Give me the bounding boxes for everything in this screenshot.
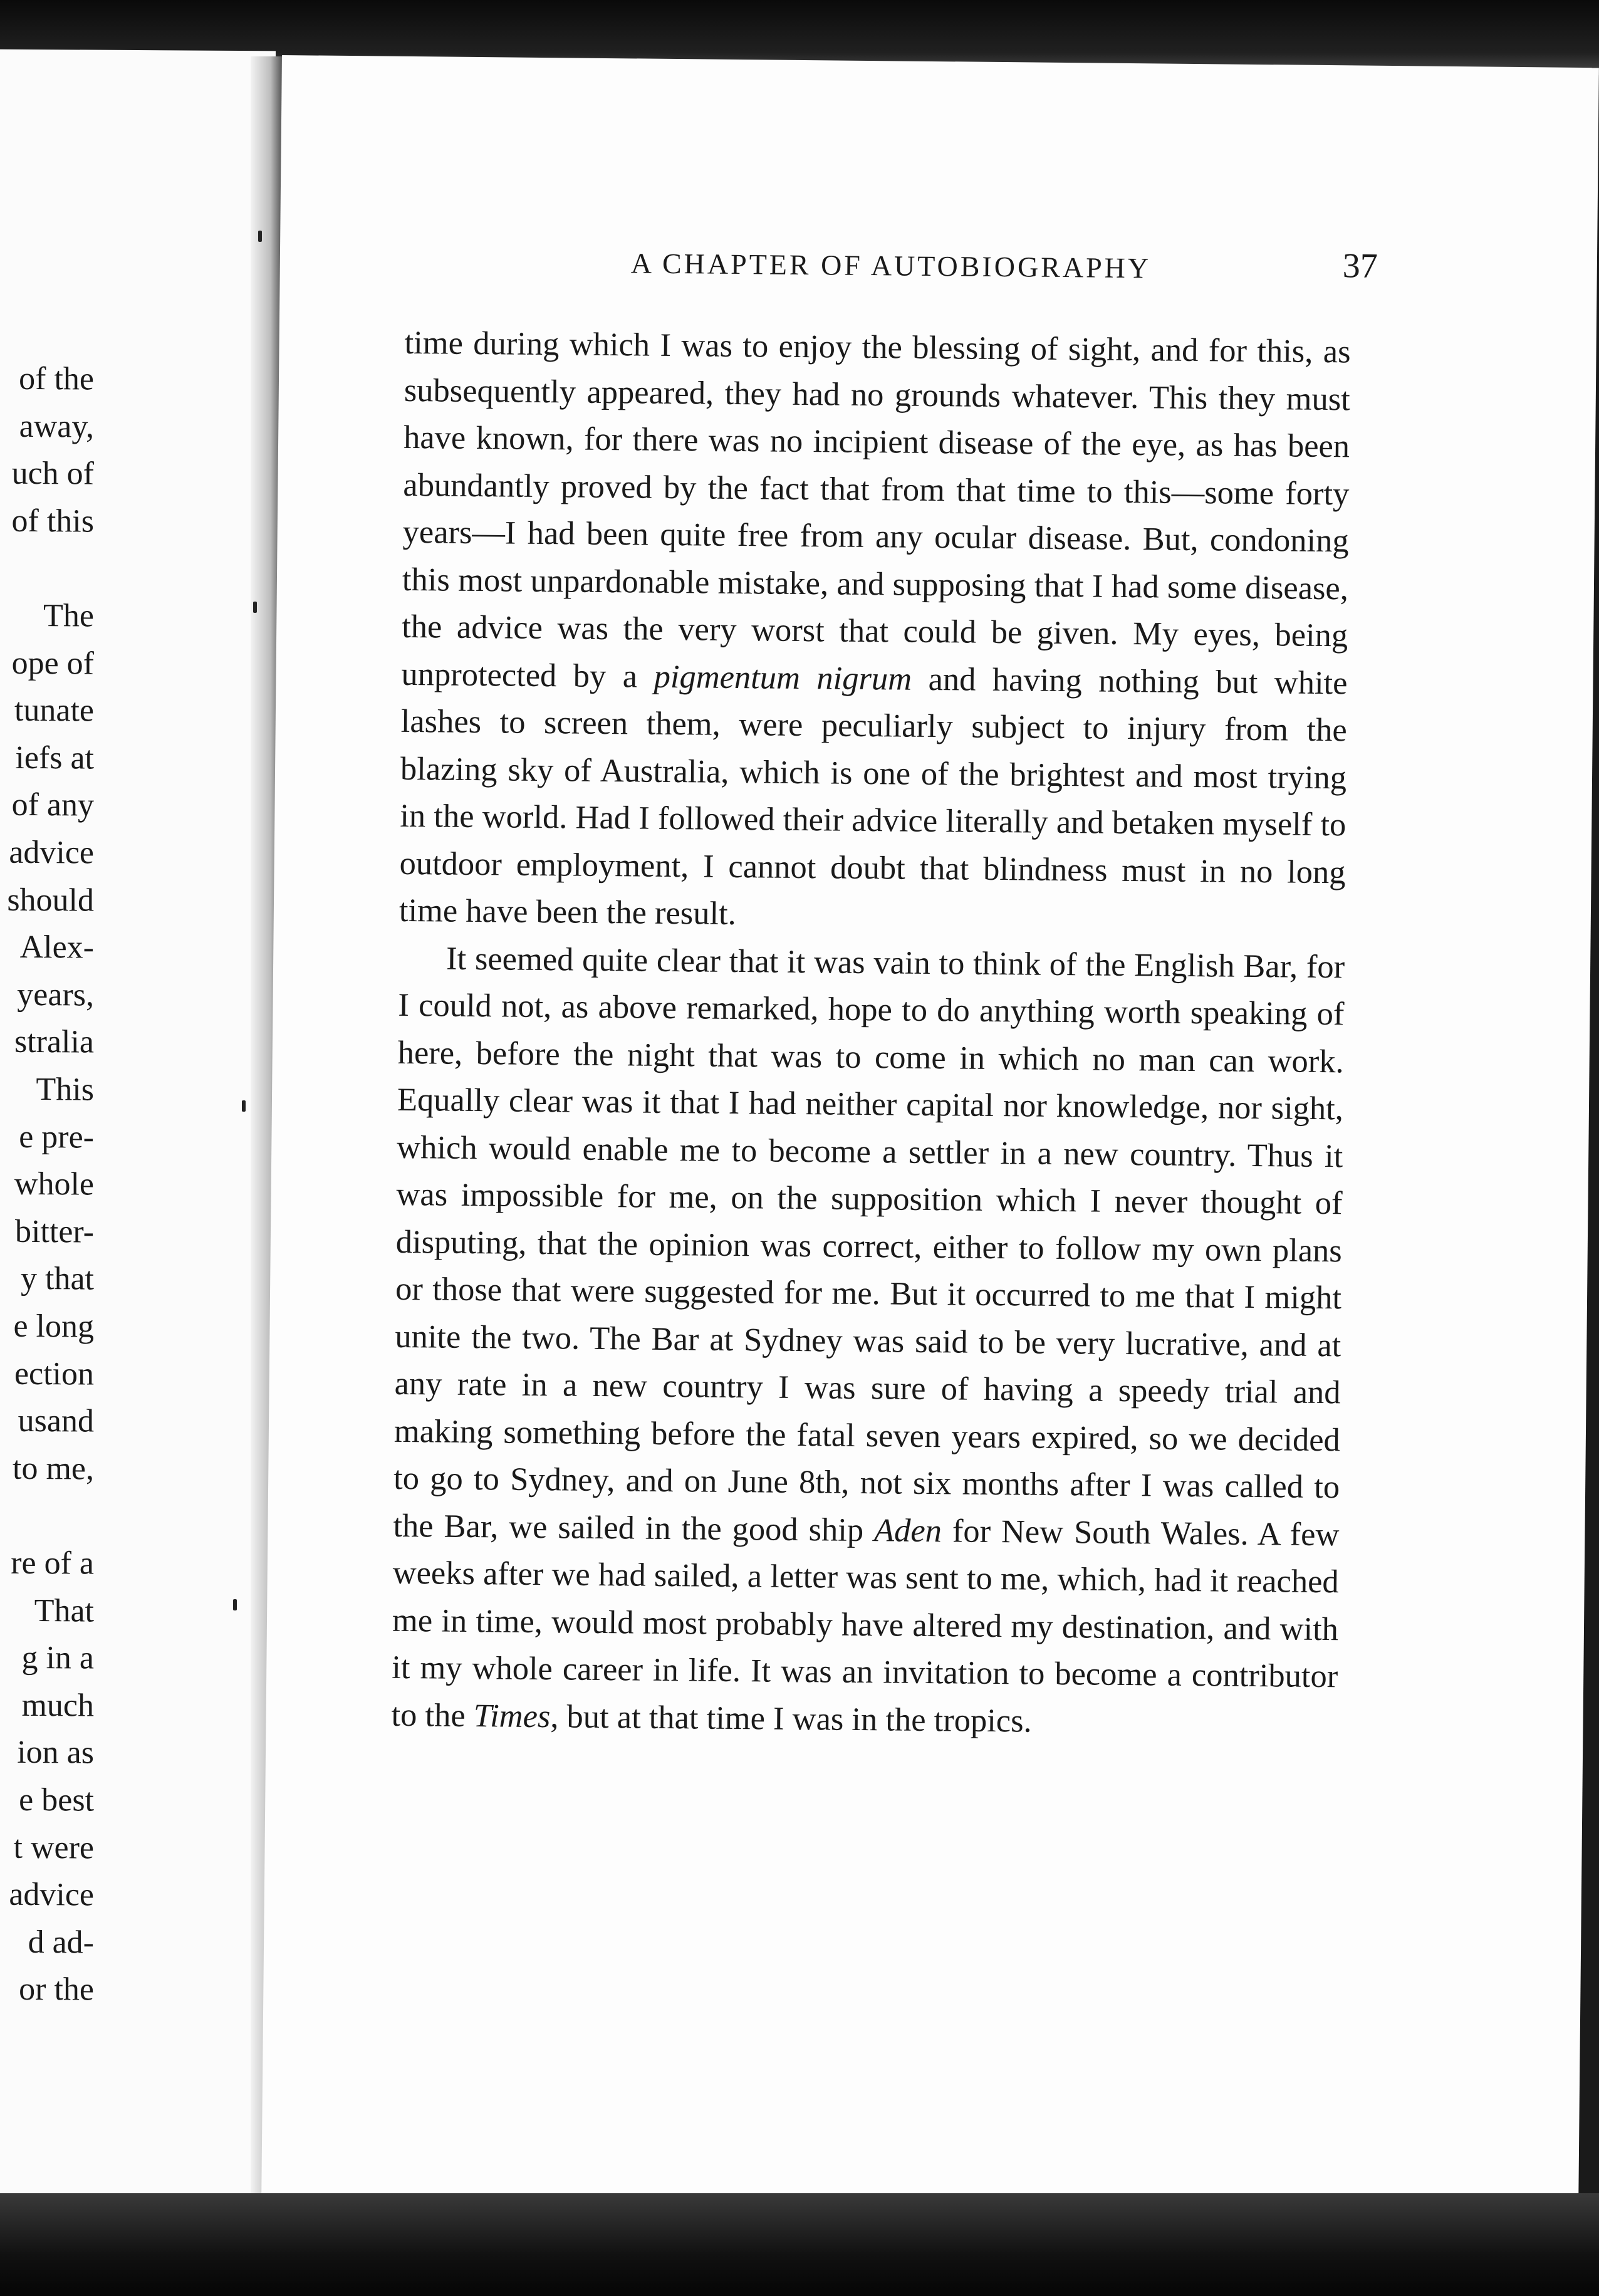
left-page-line: advice xyxy=(9,1876,94,1913)
left-page-line: should xyxy=(7,882,94,919)
running-head: A CHAPTER OF AUTOBIOGRAPHY xyxy=(630,247,1152,284)
left-page-line: of any xyxy=(11,787,94,823)
ship-name-aden: Aden xyxy=(873,1511,942,1549)
page-number: 37 xyxy=(1342,246,1378,286)
left-page-line: advice xyxy=(9,834,94,871)
paragraph-1-text-b: and having nothing but white lashes to screen them, were peculiarly subject to injury from the blazing sky of Australia, which is one of the brightest and most trying in the world. Had I followed their advice literally and betaken myself to outdoor employment, I cannot doubt that blindness must in no long time have been the result. xyxy=(398,660,1348,932)
left-page-line: whole xyxy=(14,1166,94,1203)
margin-speck xyxy=(258,231,262,242)
left-page-text-fragments xyxy=(0,50,94,2218)
left-page-line: ope of xyxy=(11,645,94,682)
left-page-line: ection xyxy=(14,1355,94,1392)
paragraph-2-text-b: for New South Wales. A few weeks after we had sailed, a letter was sent to me, which, had it reached me in time, would most probably have altered my destination, and with it my whole career in life. It was an invitation to become a contributor to the xyxy=(391,1512,1340,1734)
paragraph-2-text-a: It seemed quite clear that it was vain to think of the English Bar, for I could not, as above remarked, hope to do anything worth speaking of here, before the night that was to come in which no man can work. Equally clear was it that I had neither capital nor knowledge, nor sight, which would enable me to become a settler in a new country. Thus it was impossible for me, on the supposition which I never thought of disputing, that the opinion was correct, either to follow my own plans or those that were suggested for me. But it occurred to me that I might unite the two. The Bar at Sydney was said to be very lucrative, and at any rate in a new country I was sure of having a speedy trial and making something before the fatal seven years expired, so we decided to go to Sydney, and on June 8th, not six months after I was called to the Bar, we sailed in the good ship xyxy=(393,940,1345,1548)
left-page-line: of this xyxy=(11,503,94,540)
left-page xyxy=(0,50,276,2220)
paragraph-1-text-a: time during which I was to enjoy the blessing of sight, and for this, as subsequently appeared, they had no grounds whatever. This they must have known, for there was no incipient disease of the eye, as has been abundantly proved by the fact that from that time to this—some forty years—I had been quite free from any ocular disease. But, condoning this most unpardonable mistake, and supposing that I had some disease, the advice was the very worst that could be given. My eyes, being unprotected by a xyxy=(401,324,1351,695)
left-page-line: d ad- xyxy=(28,1924,94,1961)
paragraph-2-text-c: , but at that time I was in the tropics. xyxy=(550,1698,1032,1740)
newspaper-name-times: Times xyxy=(473,1697,551,1735)
left-page-line: much xyxy=(21,1687,94,1724)
left-page-line: The xyxy=(43,598,94,634)
right-page xyxy=(261,55,1599,2223)
left-page-line: e pre- xyxy=(19,1119,94,1156)
italic-term-pigmentum-nigrum: pigmentum nigrum xyxy=(654,658,912,697)
scan-bottom-border xyxy=(0,2193,1599,2296)
left-page-line: t were xyxy=(13,1829,94,1866)
left-page-line: Alex- xyxy=(19,929,94,966)
paragraph-2 xyxy=(391,934,1345,1748)
body-text xyxy=(391,320,1351,1748)
left-page-line: usand xyxy=(18,1403,94,1439)
left-page-line: to me, xyxy=(13,1450,94,1487)
margin-speck xyxy=(233,1599,237,1610)
left-page-line: This xyxy=(36,1072,94,1108)
left-page-line: re of a xyxy=(11,1545,94,1582)
left-page-line: ion as xyxy=(17,1735,94,1771)
left-page-line: e long xyxy=(13,1308,94,1345)
left-page-line: e best xyxy=(19,1782,94,1819)
paragraph-1 xyxy=(399,320,1351,944)
left-page-line: y that xyxy=(21,1261,94,1297)
left-page-line: g in a xyxy=(21,1640,94,1676)
left-page-line: tunate xyxy=(14,692,94,729)
left-page-line: iefs at xyxy=(15,739,94,776)
left-page-line: away, xyxy=(19,408,94,445)
left-page-line: uch of xyxy=(11,455,94,492)
margin-speck xyxy=(253,602,257,613)
left-page-line: That xyxy=(34,1592,94,1629)
left-page-line: or the xyxy=(19,1971,94,2008)
left-page-line: years, xyxy=(17,976,94,1013)
margin-speck xyxy=(242,1100,246,1112)
left-page-line: stralia xyxy=(14,1024,94,1060)
left-page-line: bitter- xyxy=(14,1213,94,1250)
left-page-line: of the xyxy=(19,360,94,397)
